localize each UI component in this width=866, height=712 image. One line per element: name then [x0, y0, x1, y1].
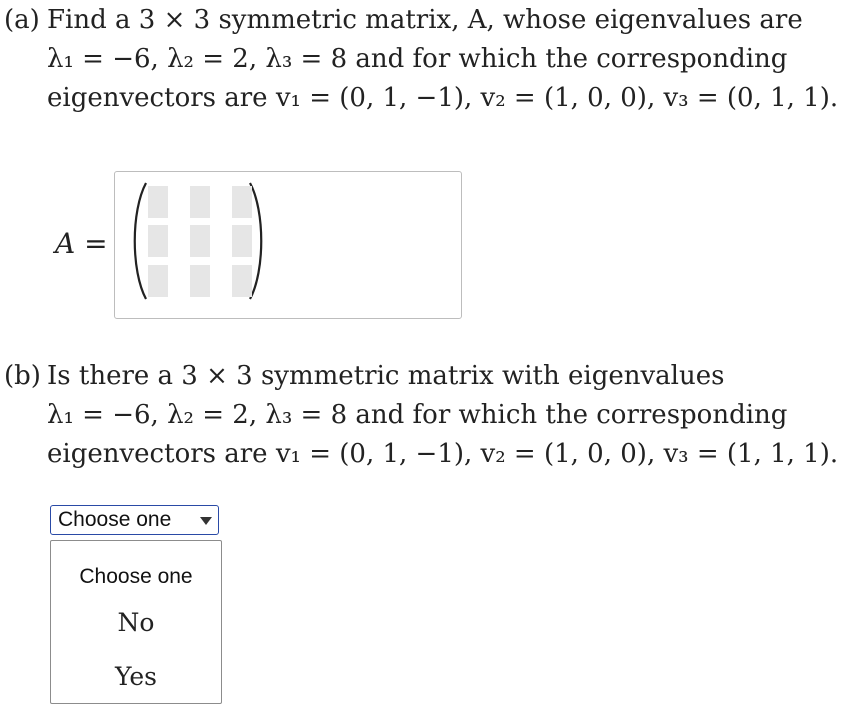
- part-a-text-1: Find a 3 × 3 symmetric matrix, A, whose eigenvalues are: [47, 5, 803, 35]
- matrix-equals-sign: =: [84, 227, 108, 260]
- matrix-cell-input[interactable]: [232, 186, 252, 218]
- left-parenthesis-icon: [126, 181, 150, 301]
- matrix-cell-input[interactable]: [190, 225, 210, 257]
- part-b-marker: (b): [4, 361, 41, 391]
- part-a-marker: (a): [4, 5, 40, 35]
- part-a-line-2: λ₁ = −6, λ₂ = 2, λ₃ = 8 and for which the corresponding: [47, 44, 788, 74]
- part-a-line-3: eigenvectors are v₁ = (0, 1, −1), v₂ = (1, 0, 0), v₃ = (0, 1, 1).: [47, 83, 839, 113]
- chevron-down-icon: [200, 517, 212, 525]
- part-b-line-3: eigenvectors are v₁ = (0, 1, −1), v₂ = (1, 0, 0), v₃ = (1, 1, 1).: [47, 439, 839, 469]
- matrix-cell-input[interactable]: [148, 186, 168, 218]
- answer-select-dropdown: [50, 540, 222, 704]
- part-b-line-1: [4, 357, 838, 396]
- matrix-symbol: A: [55, 227, 76, 260]
- matrix-cell-input[interactable]: [148, 265, 168, 297]
- part-a-line-1: [4, 1, 838, 40]
- matrix-cell-input[interactable]: [148, 225, 168, 257]
- answer-select[interactable]: [50, 505, 219, 535]
- matrix-cell-input[interactable]: [190, 186, 210, 218]
- option-yes[interactable]: Yes: [115, 662, 157, 691]
- matrix-cell-input[interactable]: [232, 225, 252, 257]
- matrix-cell-input[interactable]: [190, 265, 210, 297]
- part-b-text-1: Is there a 3 × 3 symmetric matrix with eigenvalues: [47, 361, 725, 391]
- matrix-lhs: [55, 224, 108, 264]
- matrix-cell-input[interactable]: [232, 265, 252, 297]
- question-part-b: [4, 357, 838, 474]
- part-b-line-2: λ₁ = −6, λ₂ = 2, λ₃ = 8 and for which the corresponding: [47, 400, 788, 430]
- option-no[interactable]: No: [117, 608, 155, 637]
- answer-select-value: Choose one: [58, 508, 172, 531]
- option-choose-one[interactable]: Choose one: [79, 565, 193, 588]
- question-part-a: [4, 1, 838, 118]
